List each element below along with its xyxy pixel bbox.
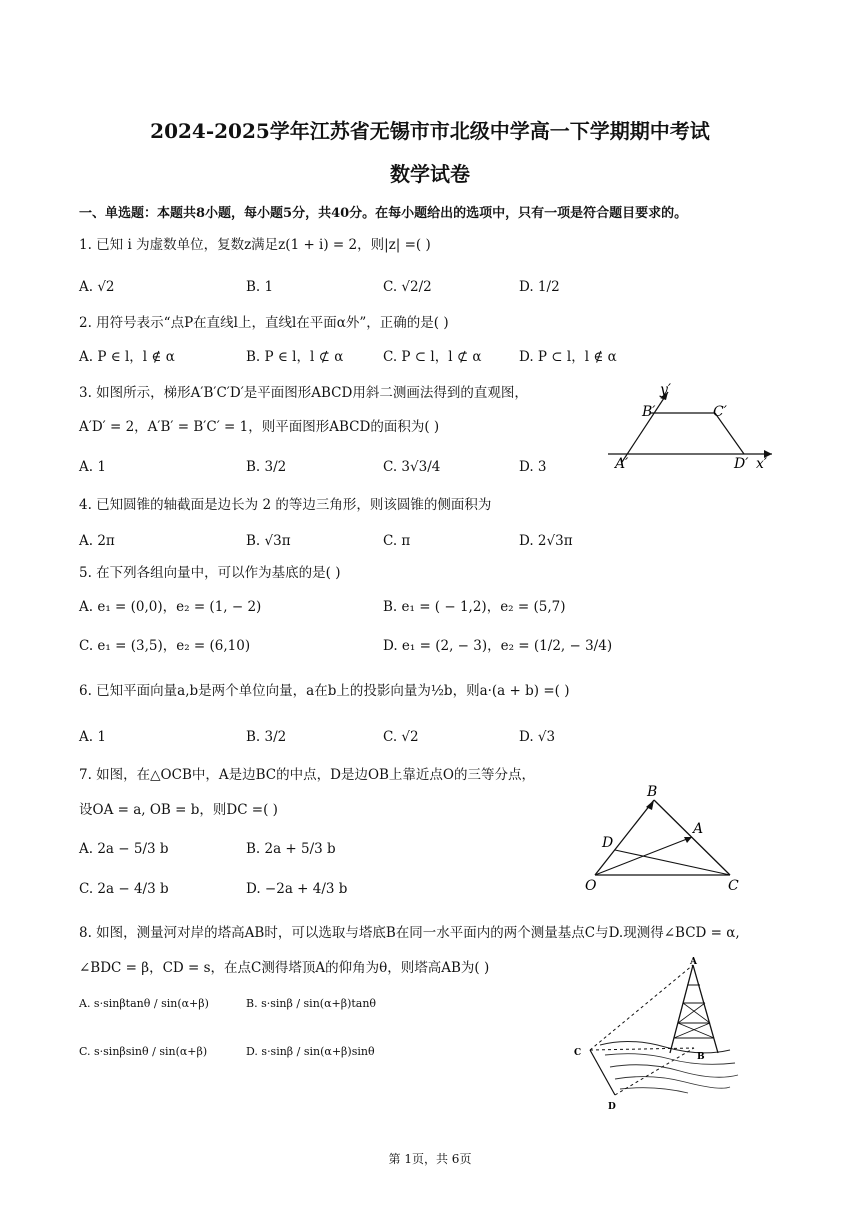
triangle-figure <box>580 780 760 895</box>
section-heading: 一、单选题：本题共8小题，每小题5分，共40分。在每小题给出的选项中，只有一项是符合题目要求的。 <box>79 206 688 221</box>
question-8-option-c: C. s·sinβsinθ / sin(α+β) <box>79 1045 208 1058</box>
question-4-option-a: A. 2π <box>79 533 115 549</box>
question-5-option-a: A. e₁ = (0,0)，e₂ = (1, − 2) <box>79 599 262 615</box>
question-4-option-d: D. 2√3π <box>519 533 573 549</box>
question-8-option-d: D. s·sinβ / sin(α+β)sinθ <box>246 1045 375 1058</box>
question-6-option-a: A. 1 <box>79 729 106 745</box>
label-tower-c: C <box>574 1048 582 1058</box>
question-5-option-c: C. e₁ = (3,5)，e₂ = (6,10) <box>79 638 251 654</box>
label-x-prime: x′ <box>756 456 768 472</box>
question-2-option-d: D. P ⊂ l，l ∉ α <box>519 349 617 365</box>
page-title: 2024-2025学年江苏省无锡市市北级中学高一下学期期中考试 <box>150 119 710 143</box>
question-3-option-b: B. 3/2 <box>246 459 287 475</box>
question-8-stem: 8. 如图，测量河对岸的塔高AB时，可以选取与塔底B在同一水平面内的两个测量基点C与D.现测得∠BCD = α, <box>79 925 740 941</box>
label-b-prime: B′ <box>642 404 656 420</box>
question-2-stem: 2. 用符号表示“点P在直线l上，直线l在平面α外”，正确的是( ) <box>79 315 449 331</box>
question-3-stem-2: A′D′ = 2，A′B′ = B′C′ = 1，则平面图形ABCD的面积为( ) <box>79 419 440 435</box>
question-8-option-a: A. s·sinβtanθ / sin(α+β) <box>79 997 209 1010</box>
question-2-option-a: A. P ∈ l，l ∉ α <box>79 349 175 365</box>
question-3-option-c: C. 3√3/4 <box>383 459 441 475</box>
question-6-option-d: D. √3 <box>519 729 556 745</box>
label-a: A <box>693 821 704 837</box>
label-tower-a: A <box>690 957 697 967</box>
question-1-option-a: A. √2 <box>79 279 115 295</box>
question-7-option-c: C. 2a − 4/3 b <box>79 881 169 897</box>
label-c: C <box>728 878 739 894</box>
label-d: D <box>602 835 614 851</box>
question-8-stem-2: ∠BDC = β，CD = s，在点C测得塔顶A的仰角为θ，则塔高AB为( ) <box>79 960 490 976</box>
label-o: O <box>585 878 597 894</box>
trapezoid-figure <box>600 380 790 472</box>
label-y-prime: y′ <box>660 382 672 398</box>
question-4-stem: 4. 已知圆锥的轴截面是边长为 2 的等边三角形，则该圆锥的侧面积为 <box>79 497 492 513</box>
question-3-stem: 3. 如图所示，梯形A′B′C′D′是平面图形ABCD用斜二测画法得到的直观图， <box>79 385 528 401</box>
question-6-stem: 6. 已知平面向量a,b是两个单位向量，a在b上的投影向量为½b，则a·(a + b) =( ) <box>79 683 570 699</box>
question-2-option-b: B. P ∈ l，l ⊄ α <box>246 349 344 365</box>
label-c-prime: C′ <box>713 404 727 420</box>
label-d-prime: D′ <box>734 456 749 472</box>
label-b: B <box>647 784 658 800</box>
question-1-option-c: C. √2/2 <box>383 279 432 295</box>
label-tower-d: D <box>608 1102 616 1112</box>
page-footer: 第 1页，共 6页 <box>388 1152 472 1166</box>
question-5-option-b: B. e₁ = ( − 1,2)，e₂ = (5,7) <box>383 599 566 615</box>
question-8-option-b: B. s·sinβ / sin(α+β)tanθ <box>246 997 377 1010</box>
question-5-stem: 5. 在下列各组向量中，可以作为基底的是( ) <box>79 565 341 581</box>
question-1-option-b: B. 1 <box>246 279 274 295</box>
tower-figure <box>570 955 750 1115</box>
question-6-option-b: B. 3/2 <box>246 729 287 745</box>
page-subtitle: 数学试卷 <box>390 162 470 186</box>
question-7-stem: 7. 如图，在△OCB中，A是边BC的中点，D是边OB上靠近点O的三等分点， <box>79 767 535 783</box>
question-7-option-a: A. 2a − 5/3 b <box>79 841 169 857</box>
label-tower-b: B <box>697 1052 705 1062</box>
question-5-option-d: D. e₁ = (2, − 3)，e₂ = (1/2, − 3/4) <box>383 638 613 654</box>
question-6-option-c: C. √2 <box>383 729 419 745</box>
question-4-option-b: B. √3π <box>246 533 291 549</box>
question-1-option-d: D. 1/2 <box>519 279 560 295</box>
question-2-option-c: C. P ⊂ l，l ⊄ α <box>383 349 482 365</box>
question-7-option-b: B. 2a + 5/3 b <box>246 841 336 857</box>
question-1-stem: 1. 已知 i 为虚数单位，复数z满足z(1 + i) = 2，则|z| =( ) <box>79 237 431 253</box>
question-7-stem-2: 设OA = a, OB = b，则DC =( ) <box>79 802 278 818</box>
question-3-option-a: A. 1 <box>79 459 106 475</box>
question-7-option-d: D. −2a + 4/3 b <box>246 881 348 897</box>
question-4-option-c: C. π <box>383 533 411 549</box>
question-3-option-d: D. 3 <box>519 459 547 475</box>
label-a-prime: A′ <box>615 456 629 472</box>
